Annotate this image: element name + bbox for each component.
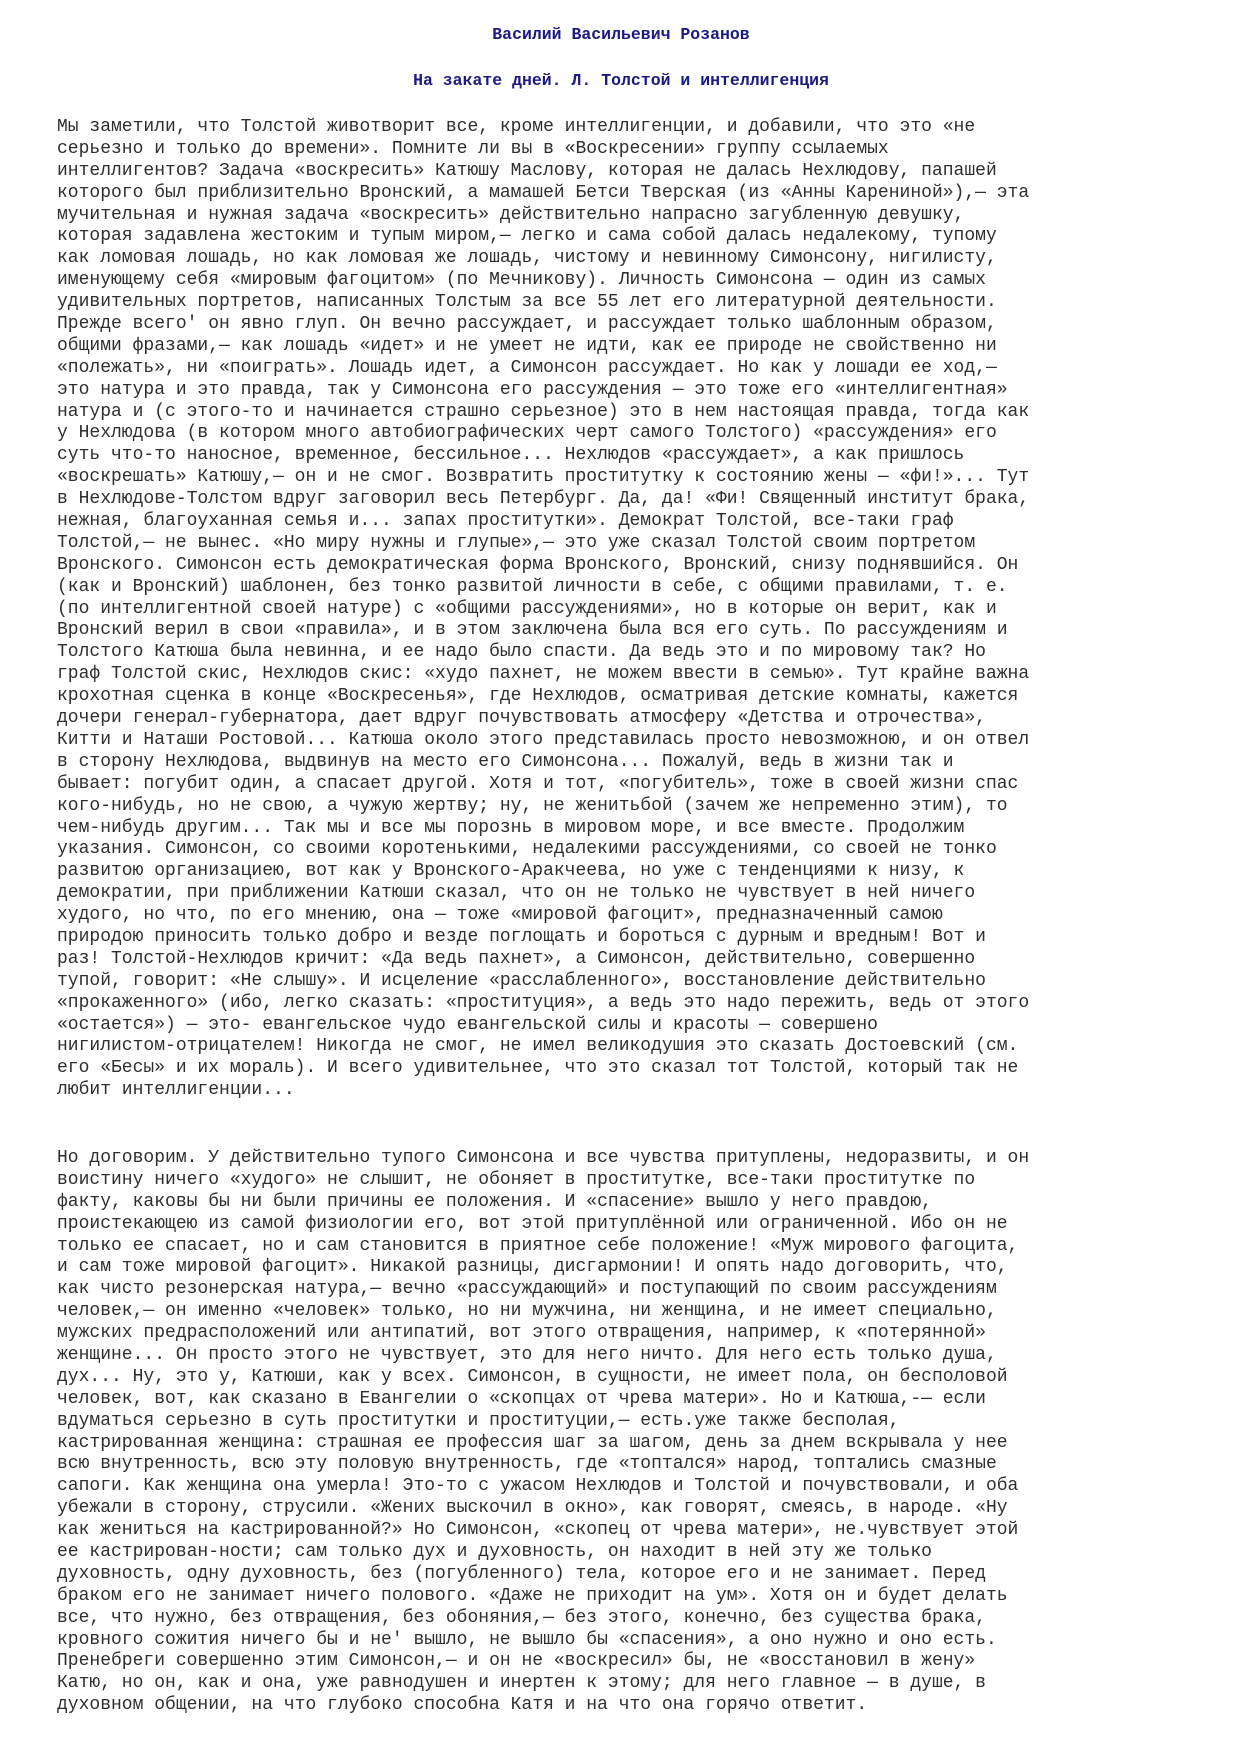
text-line: мужских предрасположений или антипатий, вот этого отвращения, например, к «потерянной» [57,1323,986,1344]
text-line: «прокаженного» (ибо, легко сказать: «проституция», а ведь это надо пережить, ведь от этого [57,992,1030,1013]
text-line: худого, но что, по его мнению, она — тоже «мировой фагоцит», предназначенный самою [57,905,943,926]
text-line: общими фразами,— как лошадь «идет» и не умеет не идти, как ее природе не свойственно ни [57,335,997,356]
text-line: кровного сожития ничего бы и не' вышло, не вышло бы «спасения», а оно нужно и оно есть. [57,1629,997,1650]
text-line: факту, каковы бы ни были причины ее положения. И «спасение» вышло у него правдою, [57,1191,932,1212]
text-line: кого-нибудь, но не свою, а чужую жертву; ну, не женитьбой (зачем же непременно этим), то [57,795,1008,816]
text-line: человек, вот, как сказано в Евангелии о «скопцах от чрева матери». Но и Катюша,-— если [57,1388,986,1409]
text-line: указания. Симонсон, со своими коротенькими, недалекими рассуждениями, со своей не тонко [57,839,997,860]
text-line: суть что-то наносное, временное, бессильное... Нехлюдов «рассуждает», а как пришлось [57,445,965,466]
text-line: серьезно и только до времени». Помните ли вы в «Воскресении» группу ссылаемых [57,138,889,159]
text-line: только ее спасает, но и сам становится в приятное себе положение! «Муж мирового фагоцита, [57,1235,1019,1256]
text-line: Но договорим. У действительно тупого Симонсона и все чувства притуплены, недоразвиты, и он [57,1148,1030,1168]
text-line: любит интеллигенции... [57,1080,295,1101]
text-line: женщине... Он просто этого не чувствует, это для него ничто. Для него есть только душа, [57,1345,997,1366]
text-line: Катю, но он, как и она, уже равнодушен и инертен к этому; для него главное — в душе, в [57,1673,986,1694]
text-line: нигилистом-отрицателем! Никогда не смог, не имел великодушия это сказать Достоевский (см. [57,1036,1019,1057]
text-line: как чисто резонерская натура,— вечно «рассуждающий» и поступающий по своим рассуждениям [57,1279,997,1300]
text-line: духовность, одну духовность, без (погубленного) тела, которое его и не занимает. Перед [57,1563,986,1584]
text-line: воистину ничего «худого» не слышит, не обоняет в проститутке, все-таки проститутке по [57,1169,976,1190]
text-line: нежная, благоуханная семья и... запах проститутки». Демократ Толстой, все-таки граф [57,511,954,532]
text-line: сапоги. Как женщина она умерла! Это-то с ужасом Нехлюдов и Толстой и почувствовали, и оба [57,1476,1019,1497]
text-line: в Нехлюдове-Толстом вдруг заговорил весь Петербург. Да, да! «Фи! Священный институт брака, [57,489,1030,510]
text-line: это натура и это правда, так у Симонсона его рассуждения — это тоже его «интеллигентная» [57,379,1008,400]
text-line: (как и Вронский) шаблонен, без тонко развитой личности в себе, с общими правилами, т. е. [57,576,1008,597]
text-line: как жениться на кастрированной?» Но Симонсон, «скопец от чрева матери», не.чувствует этой [57,1520,1019,1541]
text-line: именующему себя «мировым фагоцитом» (по Мечникову). Личность Симонсона — один из самых [57,270,986,291]
text-line: Вронского. Симонсон есть демократическая форма Вронского, Вронский, снизу поднявшийся. Он [57,554,1019,575]
text-line: тупой, говорит: «Не слышу». И исцеление «расслабленного», восстановление действительно [57,970,986,991]
text-line: Китти и Наташи Ростовой... Катюша около этого представилась просто невозможною, и он отвел [57,729,1030,750]
text-line: человек,— он именно «человек» только, но ни мужчина, ни женщина, и не имеет специально, [57,1301,997,1322]
text-line: бывает: погубит один, а спасает другой. Хотя и тот, «погубитель», тоже в своей жизни спас [57,773,1019,794]
text-line: «полежать», ни «поиграть». Лошадь идет, а Симонсон рассуждает. Но как у лошади ее ход,— [57,357,997,378]
text-line: дух... Ну, это у, Катюши, как у всех. Симонсон, в сущности, не имеет пола, он бесполовой [57,1366,1008,1387]
text-line: природою приносить только добро и везде поглощать и бороться с дурным и вредным! Вот и [57,926,986,947]
text-line: у Нехлюдова (в котором много автобиографических черт самого Толстого) «рассуждения» его [57,423,997,444]
text-line: которого был приблизительно Вронский, а мамашей Бетси Тверская (из «Анны Карениной»),— эта [57,182,1030,203]
text-line: граф Толстой скис, Нехлюдов скис: «худо пахнет, не можем ввести в семью». Тут крайне важна [57,664,1030,685]
text-line: как ломовая лошадь, но как ломовая же лошадь, чистому и невинному Симонсону, нигилисту, [57,248,997,269]
text-line: Мы заметили, что Толстой животворит все, кроме интеллигенции, и добавили, что это «не [57,117,976,137]
text-line: убежали в сторону, струсили. «Жених выскочил в окно», как говорят, смеясь, в народе. «Ну [57,1498,1008,1519]
text-line: чем-нибудь другим... Так мы и все мы порознь в мировом море, и все вместе. Продолжим [57,817,965,838]
text-line: раз! Толстой-Нехлюдов кричит: «Да ведь пахнет», а Симонсон, действительно, совершенно [57,948,976,969]
text-line: вдуматься серьезно в суть проститутки и проституции,— есть.уже также бесполая, [57,1410,900,1431]
text-line: его «Бесы» и их мораль). И всего удивительнее, что это сказал тот Толстой, который так не [57,1058,1019,1079]
paragraph-1 [57,117,1197,1102]
text-line: Толстой,— не вынес. «Но миру нужны и глупые»,— это уже сказал Толстой своим портретом [57,532,976,553]
text-line: интеллигентов? Задача «воскресить» Катюшу Маслову, которая не далась Нехлюдову, папашей [57,160,997,181]
text-line: дочери генерал-губернатора, дает вдруг почувствовать атмосферу «Детства и отрочества», [57,708,986,729]
text-line: проистекающею из самой физиологии его, вот этой притуплённой или ограниченной. Ибо он не [57,1213,1008,1234]
text-line: браком его не занимает ничего полового. «Даже не приходит на ум». Хотя он и будет делать [57,1585,1008,1606]
text-line: «воскрешать» Катюшу,— он и не смог. Возвратить проститутку к состоянию жены — «фи!»... Тут [57,467,1030,488]
text-line: Толстого Катюша была невинна, и ее надо было спасти. Да ведь это и по мировому так? Но [57,642,986,663]
text-line: кастрированная женщина: страшная ее профессия шаг за шагом, день за днем вскрывала у нее [57,1432,1008,1453]
text-line: мучительная и нужная задача «воскресить» действительно напрасно загубленную девушку, [57,204,965,225]
text-line: Пренебреги совершенно этим Симонсон,— и он не «воскресил» бы, не «восстановил в жену» [57,1651,976,1672]
text-line: удивительных портретов, написанных Толстым за все 55 лет его литературной деятельности. [57,292,997,313]
text-line: крохотная сценка в конце «Воскресенья», где Нехлюдов, осматривая детские комнаты, кажется [57,686,1019,707]
text-line: все, что нужно, без отвращения, без обоняния,— без этого, конечно, без существа брака, [57,1607,986,1628]
text-line: Вронский верил в свои «правила», и в этом заключена была вся его суть. По рассуждениям и [57,620,1008,641]
title-heading: На закате дней. Л. Толстой и интеллигенция [413,71,829,90]
text-line: Прежде всего' он явно глуп. Он вечно рассуждает, и рассуждает только шаблонным образом, [57,314,997,335]
text-line: развитою организациею, вот как у Вронского-Аракчеева, но уже с тенденциями к низу, к [57,861,965,882]
text-line: и сам тоже мировой фагоцит». Никакой разницы, дисгармонии! И опять надо договорить, что, [57,1257,1008,1278]
text-line: (по интеллигентной своей натуре) с «общими рассуждениями», но в которые он верит, как и [57,598,997,619]
text-line: духовном общении, на что глубоко способна Катя и на что она горячо ответит. [57,1695,868,1716]
text-line: демократии, при приближении Катюши сказал, что он не только не чувствует в ней ничего [57,883,976,904]
text-line: которая задавлена жестоким и тупым миром,— легко и сама собой далась недалекому, тупому [57,226,997,247]
text-line: в сторону Нехлюдова, выдвинув на место его Симонсона... Пожалуй, ведь в жизни так и [57,751,954,772]
paragraph-2 [57,1148,1197,1717]
author-heading: Василий Васильевич Розанов [492,25,750,44]
text-line: всю внутренность, всю эту половую внутренность, где «топтался» народ, топтались смазные [57,1454,997,1475]
text-line: натура и (с этого-то и начинается страшно серьезное) это в нем настоящая правда, тогда как [57,401,1030,422]
text-line: «остается») — это- евангельское чудо евангельской силы и красоты — совершено [57,1014,878,1035]
text-line: ее кастрирован-ности; сам только дух и духовность, он находит в ней эту же только [57,1542,932,1563]
